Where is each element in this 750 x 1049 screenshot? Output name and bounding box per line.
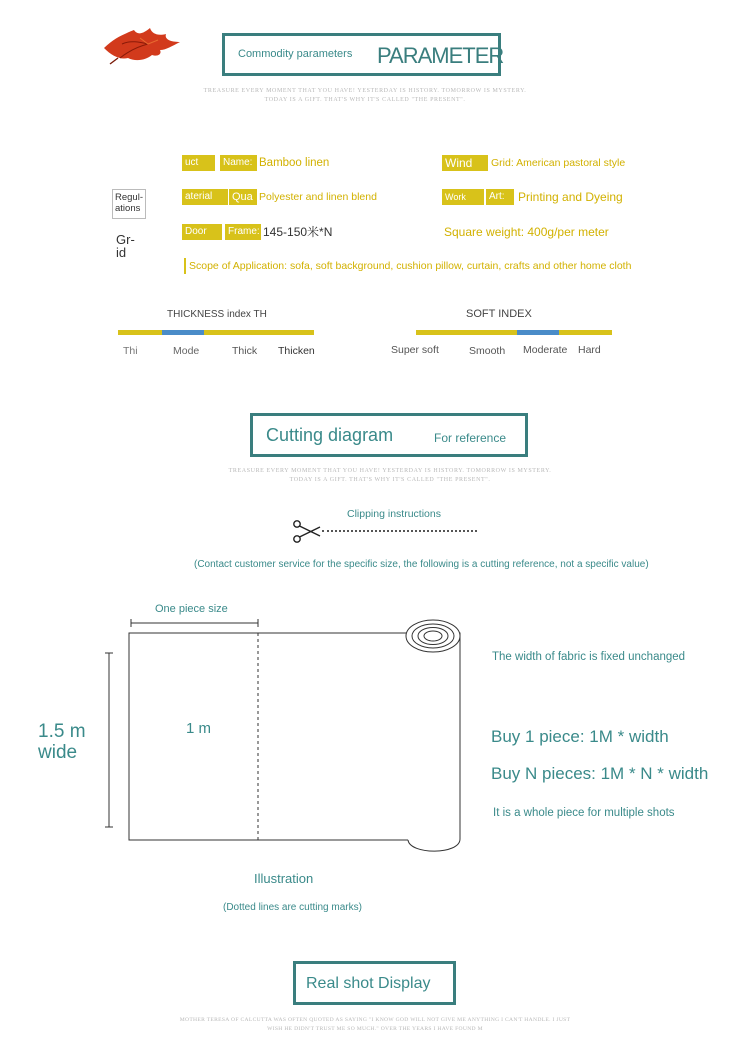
soft-index-title: SOFT INDEX [466,308,532,320]
thickness-title: THICKNESS index TH [167,309,267,320]
header-motto-line1: TREASURE EVERY MOMENT THAT YOU HAVE! YESTERDAY IS HISTORY. TOMORROW IS MYSTERY. [203,88,527,94]
commodity-parameters-label: Commodity parameters [238,48,353,60]
wind-label: Wind [442,155,488,171]
cutting-diagram-title: Cutting diagram [266,425,394,445]
material-label-a: aterial [182,189,228,205]
cutting-motto-line1: TREASURE EVERY MOMENT THAT YOU HAVE! YESTERDAY IS HISTORY. TOMORROW IS MYSTERY. [228,468,552,474]
cutting-motto-line2: TODAY IS A GIFT. THAT'S WHY IT'S CALLED "THE PRESENT". [289,477,491,483]
grid-label: Gr- id [116,232,135,260]
thickness-level-moderate: Mode [173,345,200,357]
dotted-lines-note: (Dotted lines are cutting marks) [223,902,362,913]
work-label-b: Art: [486,189,514,205]
width-label-line1: 1.5 m [38,721,86,742]
real-shot-motto [130,1016,620,1034]
material-value: Polyester and linen blend [259,191,377,203]
soft-level-super-soft: Super soft [391,344,439,356]
product-name-label-b: Name: [220,155,257,171]
whole-piece-note: It is a whole piece for multiple shots [493,807,675,819]
fixed-width-note: The width of fabric is fixed unchanged [492,651,686,663]
parameter-title: PARAMETER [377,43,504,68]
cutting-motto [180,467,600,485]
thickness-scale-bar [118,330,314,335]
contact-note: (Contact customer service for the specific size, the following is a cutting reference, not a specific value) [194,559,649,570]
real-shot-motto-line1: MOTHER TERESA OF CALCUTTA WAS OFTEN QUOTED AS SAYING "I KNOW GOD WILL NOT GIVE ME ANYTHING I CAN'T HANDLE. I JUST [179,1017,571,1023]
thickness-selected-segment [162,330,204,335]
regulations-label: Regul- ations [112,189,146,219]
cutting-diagram-header-box [250,413,528,457]
real-shot-motto-line2: WISH HE DIDN'T TRUST ME SO MUCH." OVER THE YEARS I HAVE FOUND M [267,1026,483,1032]
real-shot-header-box [293,961,456,1005]
maple-leaf-icon [100,24,186,66]
work-value: Printing and Dyeing [518,190,623,204]
door-value: 145-150米*N [263,225,333,239]
for-reference-label: For reference [434,431,507,445]
one-piece-size-label: One piece size [155,603,228,615]
real-shot-title: Real shot Display [306,975,431,992]
soft-level-smooth: Smooth [469,345,506,357]
material-label-b: Qua [229,189,257,205]
soft-level-moderate: Moderate [523,344,568,356]
width-label-line2: wide [38,742,78,763]
illustration-label: Illustration [254,871,314,886]
fabric-roll-icon [100,615,470,855]
soft-level-hard: Hard [578,344,601,356]
soft-selected-segment [517,330,559,335]
work-label-a: Work [442,189,484,205]
header-motto [150,87,580,105]
buy-n-pieces: Buy N pieces: 1M * N * width [491,764,709,783]
product-name-value: Bamboo linen [259,157,330,169]
door-label-b: Frame: [225,224,261,240]
thickness-level-thicken: Thicken [278,345,315,357]
thickness-level-thick: Thick [232,345,258,357]
scope-value: Scope of Application: sofa, soft background, cushion pillow, curtain, crafts and other home cloth [189,260,632,272]
scope-marker [184,258,186,274]
weight-value: Square weight: 400g/per meter [444,225,609,239]
scissors-icon [292,519,322,545]
clipping-instructions: Clipping instructions [347,508,441,520]
length-label: 1 m [186,720,212,737]
buy-one-piece: Buy 1 piece: 1M * width [491,727,669,746]
parameter-header-box [222,33,504,76]
header-motto-line2: TODAY IS A GIFT. THAT'S WHY IT'S CALLED "THE PRESENT". [264,97,466,103]
wind-value: Grid: American pastoral style [491,157,626,169]
door-label-a: Door [182,224,222,240]
product-name-label-a: uct [182,155,215,171]
width-label [38,721,86,763]
thickness-level-thin: Thi [123,345,138,357]
soft-scale-bar [416,330,612,335]
cutting-dotted-line [322,530,477,532]
